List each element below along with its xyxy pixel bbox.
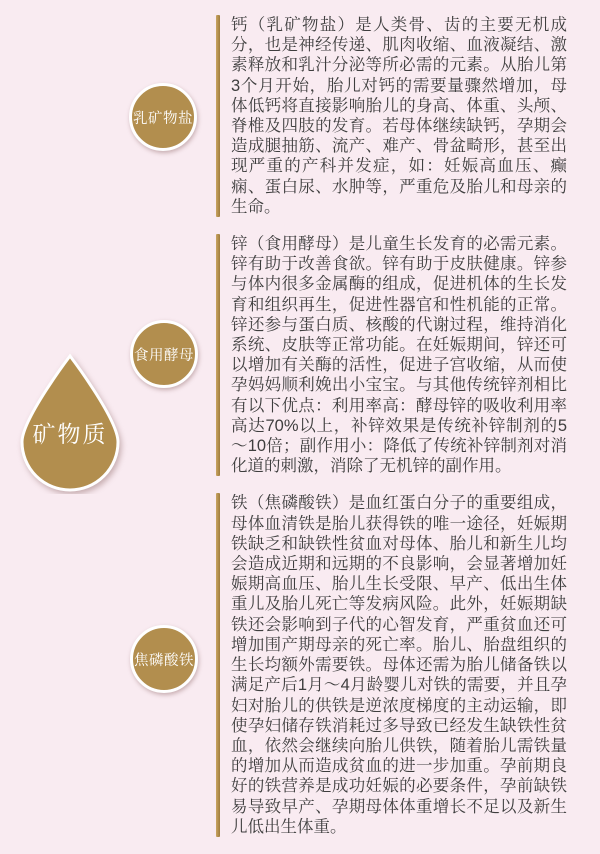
node-milk-mineral-salt: [129, 83, 197, 151]
section-zinc: [216, 234, 568, 476]
section-iron-text: 铁（焦磷酸铁）是血红蛋白分子的重要组成，母体血清铁是胎儿获得铁的唯一途径，妊娠期铁缺乏和缺铁性贫血对母体、胎儿和新生儿均会造成近期和远期的不良影响，会显著增加妊娠期高血压、胎儿生长受限、早产、低出生体重儿及胎儿死亡等发病风险。此外，妊娠期缺铁还会影响到子代的心智发育，严重贫血还可增加围产期母亲的死亡率。胎儿、胎盘组织的生长均额外需要铁。母体还需为胎儿储备铁以满足产后1月～4月龄婴儿对铁的需要，并且孕妇对胎儿的供铁是逆浓度梯度的主动运输，即使孕妇储存铁消耗过多导致已经发生缺铁性贫血，依然会继续向胎儿供铁，随着胎儿需铁量的增加从而造成贫血的进一步加重。孕前期良好的铁营养是成功妊娠的必要条件，孕前缺铁易导致早产、孕期母体体重增长不足以及新生儿低出生体重。: [231, 494, 567, 836]
section-iron: [216, 493, 568, 836]
accent-bar: [216, 493, 220, 836]
description-column: [216, 15, 568, 854]
minerals-main-label: 矿物质: [32, 421, 108, 447]
node-edible-yeast: [130, 320, 198, 388]
section-calcium: [216, 15, 568, 217]
node-label: 焦磷酸铁: [134, 652, 194, 669]
accent-bar: [216, 15, 220, 217]
section-zinc-text: 锌（食用酵母）是儿童生长发育的必需元素。锌有助于改善食欲。锌有助于皮肤健康。锌参与体内很多金属酶的组成，促进机体的生长发育和组织再生，促进性器官和性机能的正常。锌还参与蛋白质、核酸的代谢过程，维持消化系统、皮肤等正常功能。在妊娠期间，锌还可以增加有关酶的活性，促进子宫收缩，从而使孕妈妈顺利娩出小宝宝。与其他传统锌剂相比有以下优点：利用率高：酵母锌的吸收利用率高达70%以上，补锌效果是传统补锌制剂的5～10倍；副作用小：降低了传统补锌制剂对消化道的刺激，消除了无机锌的副作用。: [231, 235, 567, 476]
section-calcium-text: 钙（乳矿物盐）是人类骨、齿的主要无机成分，也是神经传递、肌肉收缩、血液凝结、激素释放和乳汁分泌等所必需的元素。从胎儿第3个月开始，胎儿对钙的需要量骤然增加，母体低钙将直接影响胎儿的身高、体重、头颅、脊椎及四肢的发育。若母体继续缺钙，孕期会造成腿抽筋、流产、难产、骨盆畸形，甚至出现严重的产科并发症，如：妊娠高血压、癫痫、蛋白尿、水肿等，严重危及胎儿和母亲的生命。: [231, 16, 567, 216]
accent-bar: [216, 234, 220, 476]
node-label: 食用酵母: [134, 347, 194, 364]
node-label: 乳矿物盐: [133, 110, 193, 127]
node-ferric-pyrophosphate: [130, 625, 198, 693]
